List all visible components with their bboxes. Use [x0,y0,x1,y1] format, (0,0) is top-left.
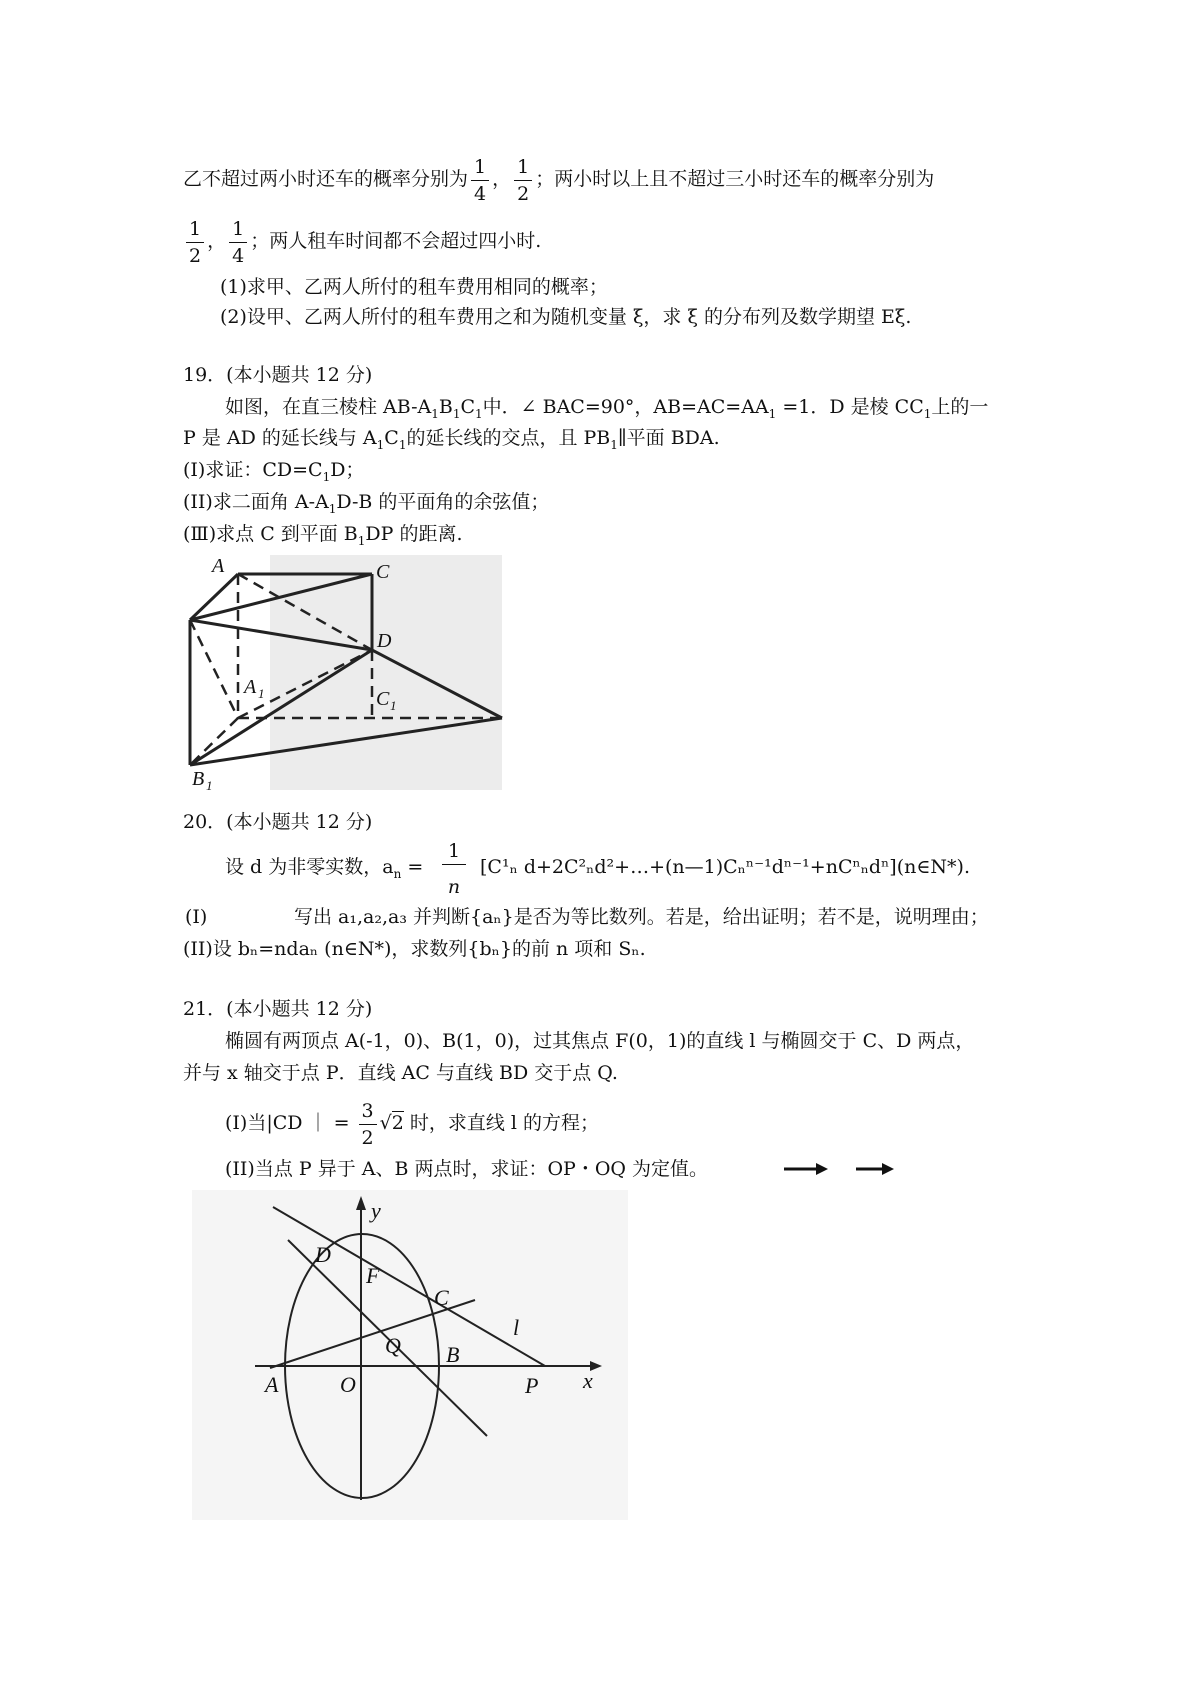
label-A: A [212,555,225,577]
fraction-one-quarter: $\frac{1}{4}$ [471,154,489,207]
label-B1: B [192,768,205,790]
q20-fraction-numerator: 1 [442,838,466,865]
q20-definition-bracket: [C¹ₙ d+2C²ₙd²+…+(n—1)Cₙⁿ⁻¹dⁿ⁻¹+nCⁿₙdⁿ](n∈N*). [480,856,971,878]
q19-part-1: (I)求证：$CD=C_1D$； [183,459,365,484]
q19-header: 19．(本小题共 12 分) [183,364,373,386]
label-l: l [513,1315,520,1340]
q19-part-2: (II)求二面角 $A-A_1D-B$ 的平面角的余弦值； [183,491,550,516]
q20-part-1-label: (I) [185,906,208,928]
q19-line1: 如图，在直三棱柱 $AB-A_1B_1C_1$中．∠ BAC=90°，$AB=AC=AA_1 =1$．D 是棱 $CC_1$上的一 [225,396,989,421]
vector-arrows [780,1155,900,1185]
q18-part-1: (1)求甲、乙两人所付的租车费用相同的概率； [220,276,608,298]
label-x: x [583,1368,593,1393]
label-D: D [315,1242,331,1267]
sqrt-radicand: 2 [391,1112,404,1134]
q19-part-3: (Ⅲ)求点 C 到平面 $B_1DP$ 的距离. [183,523,463,548]
label-B: B [446,1342,460,1367]
label-A: A [265,1372,279,1397]
ellipse-figure [190,1188,630,1523]
label-D: D [377,630,392,652]
q21-part-1: (I)当|CD ｜ = $\frac{3}{2}$ √2 时，求直线 l 的方程； [225,1099,600,1149]
label-P: P [525,1373,539,1398]
q18-line2: $\frac{1}{2}$ ， $\frac{1}{4}$ ；两人租车时间都不会超过四小时. [183,212,541,270]
label-C: C [376,561,390,583]
q21-line1: 椭圆有两顶点 A(-1，0)、B(1，0)，过其焦点 F(0，1)的直线 l 与椭圆交于 C、D 两点， [225,1030,975,1052]
label-C1: C [376,688,390,710]
label-Q: Q [385,1333,401,1358]
fraction-three-halves: $\frac{3}{2}$ [359,1098,377,1151]
sqrt-sign: √ [379,1112,392,1134]
label-F: F [366,1263,380,1288]
q20-definition-start: 设 d 为非零实数，$a_n$ = [225,856,424,881]
q20-part-2: (II)设 bₙ=ndaₙ (n∈N*)，求数列{bₙ}的前 n 项和 Sₙ. [183,938,646,960]
arrow-right-icon [882,1163,894,1175]
q21-line2: 并与 x 轴交于点 P．直线 AC 与直线 BD 交于点 Q. [183,1062,618,1084]
label-C1-sub: 1 [390,698,397,713]
label-O: O [340,1372,356,1397]
fraction-one-quarter: $\frac{1}{4}$ [229,216,247,269]
label-y: y [371,1198,381,1223]
fraction-one-half: $\frac{1}{2}$ [514,154,532,207]
q20-part-1: 写出 a₁,a₂,a₃ 并判断{aₙ}是否为等比数列。若是，给出证明；若不是，说明理由； [294,906,989,928]
prism-figure [180,550,505,795]
q18-line1: 乙不超过两小时还车的概率分别为 $\frac{1}{4}$ ， $\frac{1}{2}$ ；两小时以上且不超过三小时还车的概率分别为 [183,155,935,205]
q21-header: 21．(本小题共 12 分) [183,998,373,1020]
label-B1-sub: 1 [206,778,213,793]
q18-part-2: (2)设甲、乙两人所付的租车费用之和为随机变量 ξ，求 ξ 的分布列及数学期望 Eξ. [220,306,912,328]
arrow-right-icon [816,1163,828,1175]
label-A1: A [244,676,257,698]
q20-header: 20．(本小题共 12 分) [183,811,373,833]
q20-fraction-denominator: n [447,876,461,898]
q19-line2: P 是 AD 的延长线与 $A_1C_1$的延长线的交点，且 $PB_1\parallel$平面 BDA. [183,427,720,452]
label-A1-sub: 1 [258,686,265,701]
label-C: C [434,1285,449,1310]
q21-part-2: (II)当点 P 异于 A、B 两点时，求证：OP・OQ 为定值。 [225,1158,709,1180]
fraction-one-half: $\frac{1}{2}$ [186,216,204,269]
